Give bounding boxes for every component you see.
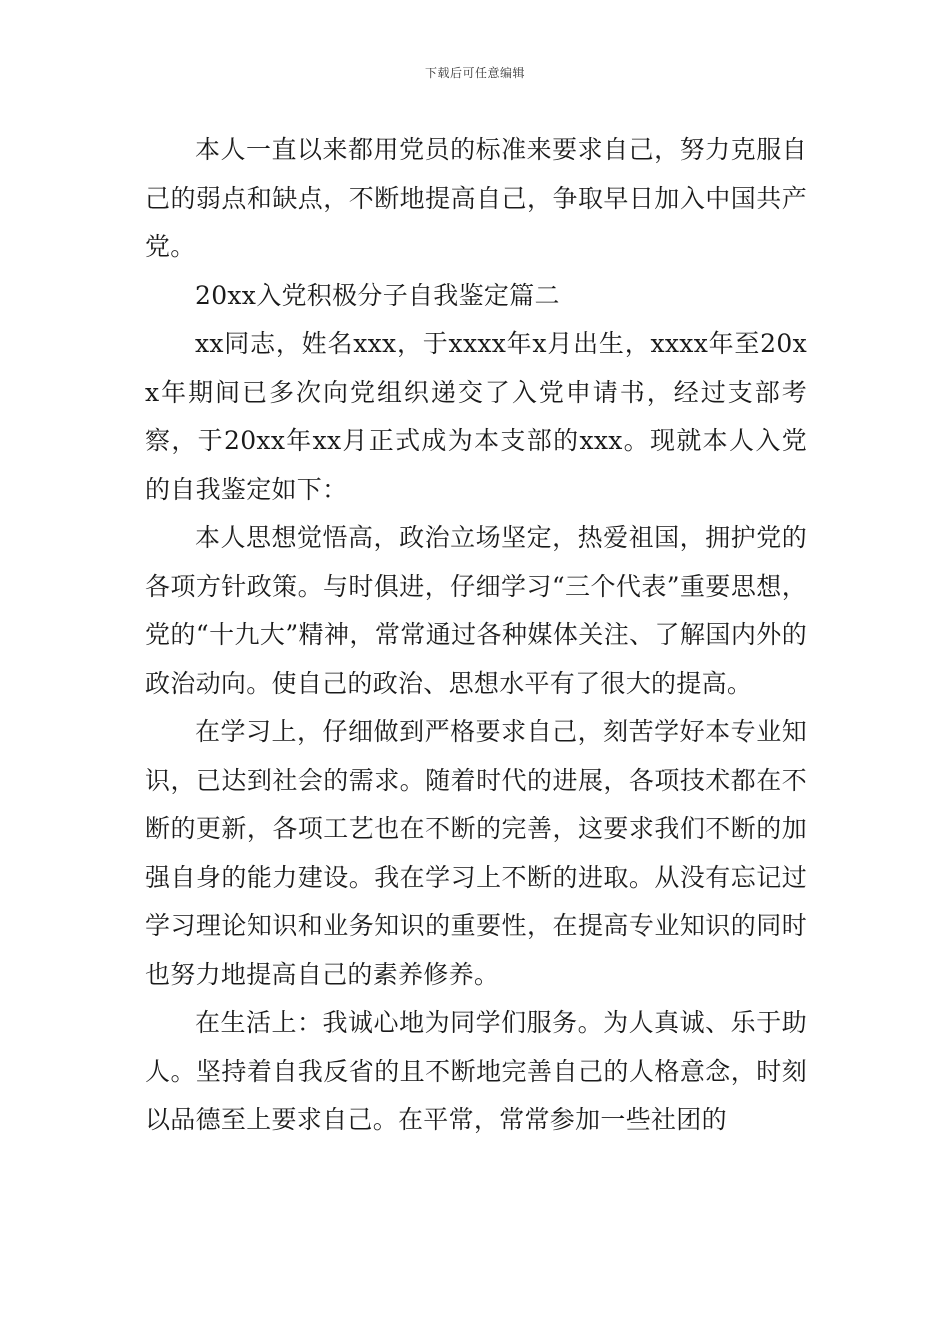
paragraph-5: 在生活上：我诚心地为同学们服务。为人真诚、乐于助人。坚持着自我反省的且不断地完善自己的人格意念，时刻以品德至上要求自己。在平常，常常参加一些社团的 bbox=[145, 1008, 807, 1134]
document-body bbox=[145, 126, 807, 1145]
paragraph-3: 本人思想觉悟高，政治立场坚定，热爱祖国，拥护党的各项方针政策。与时俱进，仔细学习“三个代表”重要思想，党的“十九大”精神，常常通过各种媒体关注、了解国内外的政治动向。使自己的政治、思想水平有了很大的提高。 bbox=[145, 523, 807, 698]
page-header: 下载后可任意编辑 bbox=[424, 66, 525, 80]
section-title: 20xx入党积极分子自我鉴定篇二 bbox=[195, 280, 560, 310]
paragraph-2: xx同志，姓名xxx，于xxxx年x月出生，xxxx年至20xx年期间已多次向党组织递交了入党申请书，经过支部考察，于20xx年xx月正式成为本支部的xxx。现就本人入党的自我鉴定如下： bbox=[145, 329, 807, 504]
paragraph-4: 在学习上，仔细做到严格要求自己，刻苦学好本专业知识，已达到社会的需求。随着时代的进展，各项技术都在不断的更新，各项工艺也在不断的完善，这要求我们不断的加强自身的能力建设。我在学习上不断的进取。从没有忘记过学习理论知识和业务知识的重要性，在提高专业知识的同时也努力地提高自己的素养修养。 bbox=[145, 717, 807, 989]
paragraph-1: 本人一直以来都用党员的标准来要求自己，努力克服自己的弱点和缺点，不断地提高自己，争取早日加入中国共产党。 bbox=[145, 135, 807, 261]
